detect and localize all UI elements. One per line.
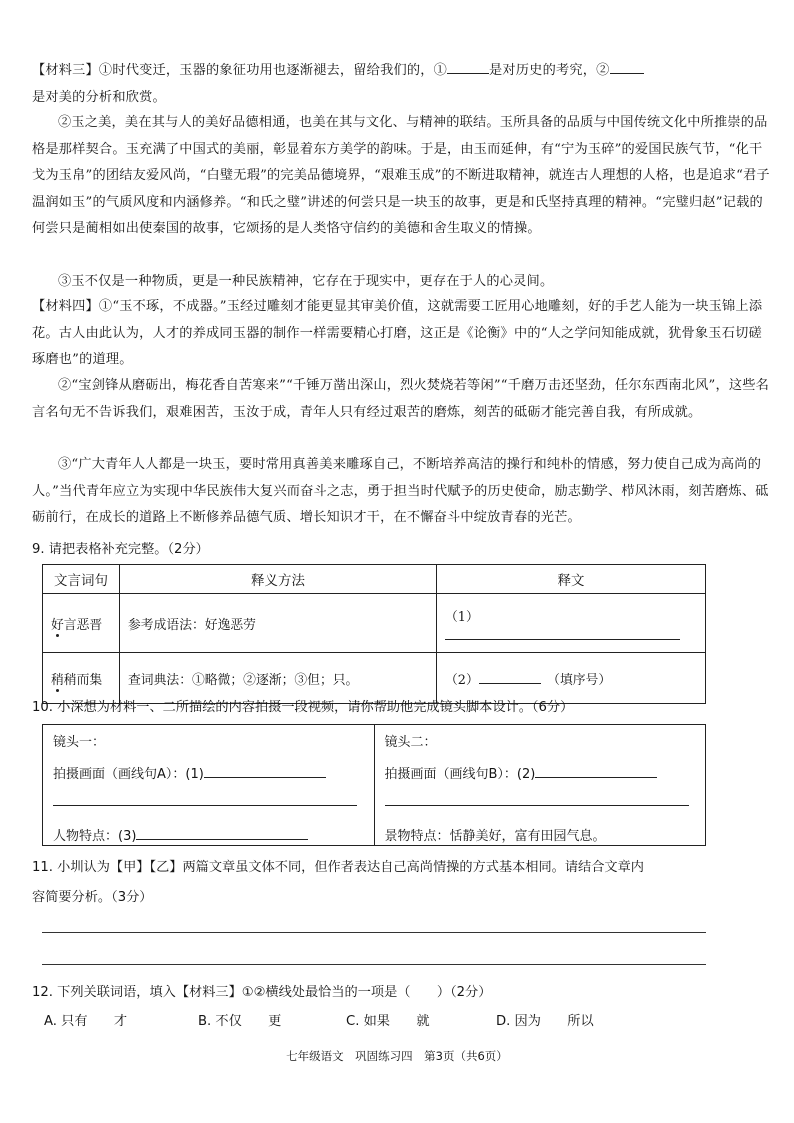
blank-1 <box>447 59 489 74</box>
q9-method-1: 参考成语法：好逸恶劳 <box>120 594 437 653</box>
shot-one-trait: 人物特点：(3) <box>53 825 308 844</box>
page-footer: 七年级语文 巩固练习四 第3页（共6页） <box>286 1049 508 1063</box>
q9-word-1: 好言恶晋 <box>43 594 120 653</box>
trait-blank[interactable] <box>136 825 308 840</box>
blank-2 <box>610 59 644 74</box>
q9-answer-1[interactable]: （1） <box>437 594 706 653</box>
material4-para3: ③“广大青年人人都是一块玉，要时常用真善美来雕琢自己，不断培养高洁的操行和纯朴的情感，努力使自己成为高尚的人。”当代青年应立为实现中华民族伟大复兴而奋斗之志，勇于担当时代赋予的历史使命，励志勤学、栉风沐雨，刻苦磨炼、砥砺前行，在成长的道路上不断修养品德气质、增长知识才干，在不懈奋斗中绽放青春的光芒。 <box>32 457 769 525</box>
q10-stem: 10. 小深想为材料一、二所描绘的内容拍摄一段视频，请你帮助他完成镜头脚本设计。（6分） <box>32 700 574 715</box>
q12-option-b[interactable]: B. 不仅 更 <box>198 1014 282 1029</box>
shot-one-cell <box>43 725 375 846</box>
q12-option-a[interactable]: A. 只有 才 <box>44 1014 128 1029</box>
q9-answer-2[interactable]: （2） （填序号） <box>437 653 706 704</box>
q9-table <box>42 564 706 704</box>
shot-one-blank[interactable] <box>204 763 326 778</box>
shot-two-scene: 拍摄画面（画线句B）：(2) <box>385 763 658 782</box>
shot-two-trait: 景物特点：恬静美好，富有田园气息。 <box>384 829 606 844</box>
material3-para1: 【材料三】①时代变迁，玉器的象征功用也逐渐褪去，留给我们的，① 是对历史的考究，② 是对美的分析和欣赏。 <box>32 58 772 111</box>
q9-stem: 9. 请把表格补充完整。（2分） <box>32 542 209 557</box>
material3-para2: ②玉之美，美在其与人的美好品德相通，也美在其与文化、与精神的联结。玉所具备的品质与中国传统文化中所推崇的品格是那样契合。玉充满了中国式的美丽，彰显着东方美学的韵味。于是，由玉而延伸，有“宁为玉碎”的爱国民族气节，“化干戈为玉帛”的团结友爱风尚，“白璧无瑕”的完美品德境界，“艰难玉成”的不断进取精神，就连古人理想的人格，也是追求“君子温润如玉”的气质风度和内涵修养。“和氏之璧”讲述的何尝只是一块玉的故事，更是和氏坚持真理的精神。“完璧归赵”记载的何尝只是蔺相如出使秦国的故事，它颂扬的是人类恪守信约的美德和舍生取义的情操。 <box>32 115 770 236</box>
shot-one-title: 镜头一： <box>53 735 106 750</box>
answer-blank-1[interactable] <box>445 625 680 640</box>
material4-para1: 【材料四】①“玉不琢，不成器。”玉经过雕刻才能更显其审美价值，这就需要工匠用心地雕刻，好的手艺人能为一块玉锦上添花。古人由此认为，人才的养成同玉器的制作一样需要精心打磨，这正是《论衡》中的“人之学问知能成就，犹骨象玉石切磋琢磨也”的道理。 <box>32 299 763 367</box>
q11-stem-line2: 容简要分析。（3分） <box>32 890 153 905</box>
shot-two-title: 镜头二： <box>384 735 437 750</box>
q11-answer-line-2[interactable] <box>42 964 706 965</box>
material4-para2: ②“宝剑锋从磨砺出，梅花香自苦寒来”“千锤万凿出深山，烈火焚烧若等闲”“千磨万击还坚劲，任尔东西南北风”，这些名言名句无不告诉我们，艰难困苦，玉汝于成，青年人只有经过艰苦的磨炼，刻苦的砥砺才能完善自我，有所成就。 <box>32 378 770 420</box>
q9-header-method: 释义方法 <box>120 565 437 594</box>
answer-blank-2[interactable] <box>479 669 541 684</box>
q12-option-d[interactable]: D. 因为 所以 <box>496 1014 594 1029</box>
q9-word-2: 稍稍而集 <box>43 653 120 704</box>
q12-option-c[interactable]: C. 如果 就 <box>346 1014 430 1029</box>
shot-one-blank-line[interactable] <box>53 805 357 806</box>
q9-header-answer: 释文 <box>437 565 706 594</box>
q11-answer-line-1[interactable] <box>42 932 706 933</box>
q10-table <box>42 724 706 846</box>
q9-method-2: 查词典法：①略微；②逐渐；③但；只。 <box>120 653 437 704</box>
q12-stem: 12. 下列关联词语，填入【材料三】①②横线处最恰当的一项是（ ）（2分） <box>32 985 492 1000</box>
shot-two-blank[interactable] <box>535 763 657 778</box>
material3-para3: ③玉不仅是一种物质，更是一种民族精神，它存在于现实中，更存在于人的心灵间。 <box>58 274 554 289</box>
q9-header-word: 文言词句 <box>43 565 120 594</box>
q11-stem-line1: 11. 小圳认为【甲】【乙】两篇文章虽文体不同，但作者表达自己高尚情操的方式基本相同。请结合文章内 <box>32 860 644 875</box>
shot-two-blank-line[interactable] <box>385 805 689 806</box>
shot-one-scene: 拍摄画面（画线句A）：(1) <box>53 763 326 782</box>
shot-two-cell <box>374 725 706 846</box>
